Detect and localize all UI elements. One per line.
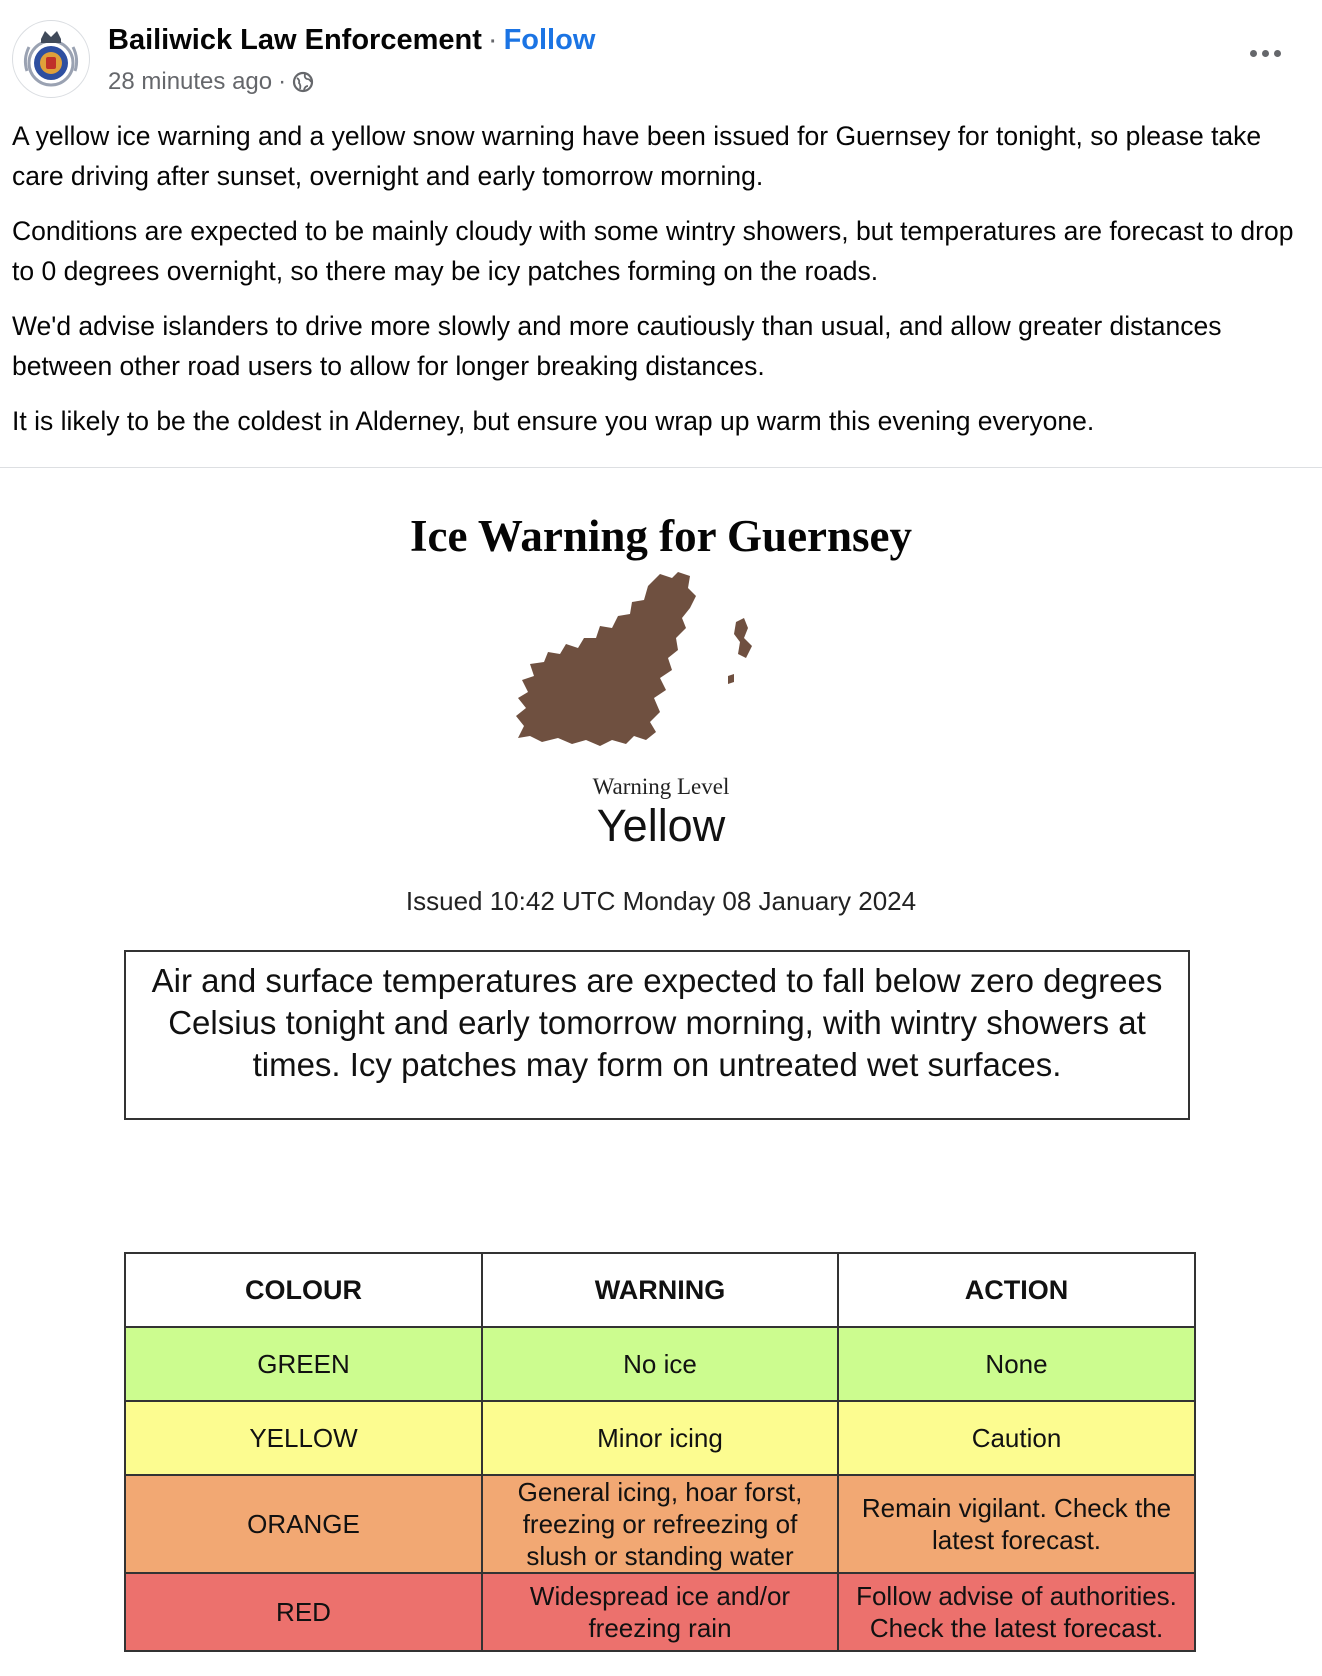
avatar[interactable] [12,20,90,98]
post-body [12,116,1307,456]
author-separator: · [487,24,498,56]
column-header-action: ACTION [838,1253,1195,1327]
warning-levels-table [124,1252,1196,1652]
warning-image[interactable] [0,468,1322,1676]
table-header-row [125,1253,1195,1327]
police-crest-icon [13,21,89,97]
cell-warning: Widespread ice and/or freezing rain [482,1573,838,1651]
post-meta [108,68,314,96]
table-row [125,1475,1195,1573]
post-paragraph: It is likely to be the coldest in Alderney, but ensure you wrap up warm this evening everyone. [12,406,1095,436]
post-header [12,18,1302,102]
cell-colour: RED [125,1573,482,1651]
cell-colour: GREEN [125,1327,482,1401]
warning-description: Air and surface temperatures are expected to fall below zero degrees Celsius tonight and early tomorrow morning, with wintry showers at times. Icy patches may form on untreated wet surfaces. [124,950,1190,1120]
cell-action: Remain vigilant. Check the latest forecast. [838,1475,1195,1573]
cell-action: Caution [838,1401,1195,1475]
cell-colour: YELLOW [125,1401,482,1475]
issued-timestamp: Issued 10:42 UTC Monday 08 January 2024 [405,886,917,916]
post-paragraph: A yellow ice warning and a yellow snow warning have been issued for Guernsey for tonight, so please take care driving after sunset, overnight and early tomorrow morning. [12,121,1262,191]
cell-action: None [838,1327,1195,1401]
more-options-icon[interactable] [1248,38,1292,68]
column-header-colour: COLOUR [125,1253,482,1327]
cell-colour: ORANGE [125,1475,482,1573]
follow-button[interactable]: Follow [503,24,596,56]
warning-title: Ice Warning for Guernsey [409,511,913,561]
post-paragraph: We'd advise islanders to drive more slowly and more cautiously than usual, and allow greater distances between other road users to allow for longer breaking distances. [12,311,1222,381]
guernsey-map-icon [500,566,820,746]
post-timestamp[interactable]: 28 minutes ago [108,68,273,95]
author-name[interactable]: Bailiwick Law Enforcement [108,24,482,56]
table-row [125,1327,1195,1401]
warning-level-label: Warning Level [592,774,730,799]
column-header-warning: WARNING [482,1253,838,1327]
author-line [108,24,595,57]
meta-separator: · [278,68,287,95]
post-paragraph: Conditions are expected to be mainly cloudy with some wintry showers, but temperatures are forecast to drop to 0 degrees overnight, so there may be icy patches forming on the roads. [12,216,1294,286]
cell-warning: General icing, hoar forst, freezing or refreezing of slush or standing water [482,1475,838,1573]
warning-level-value: Yellow [596,800,726,851]
table-row [125,1573,1195,1651]
cell-action: Follow advise of authorities. Check the latest forecast. [838,1573,1195,1651]
cell-warning: Minor icing [482,1401,838,1475]
globe-icon [292,71,314,93]
cell-warning: No ice [482,1327,838,1401]
table-row [125,1401,1195,1475]
